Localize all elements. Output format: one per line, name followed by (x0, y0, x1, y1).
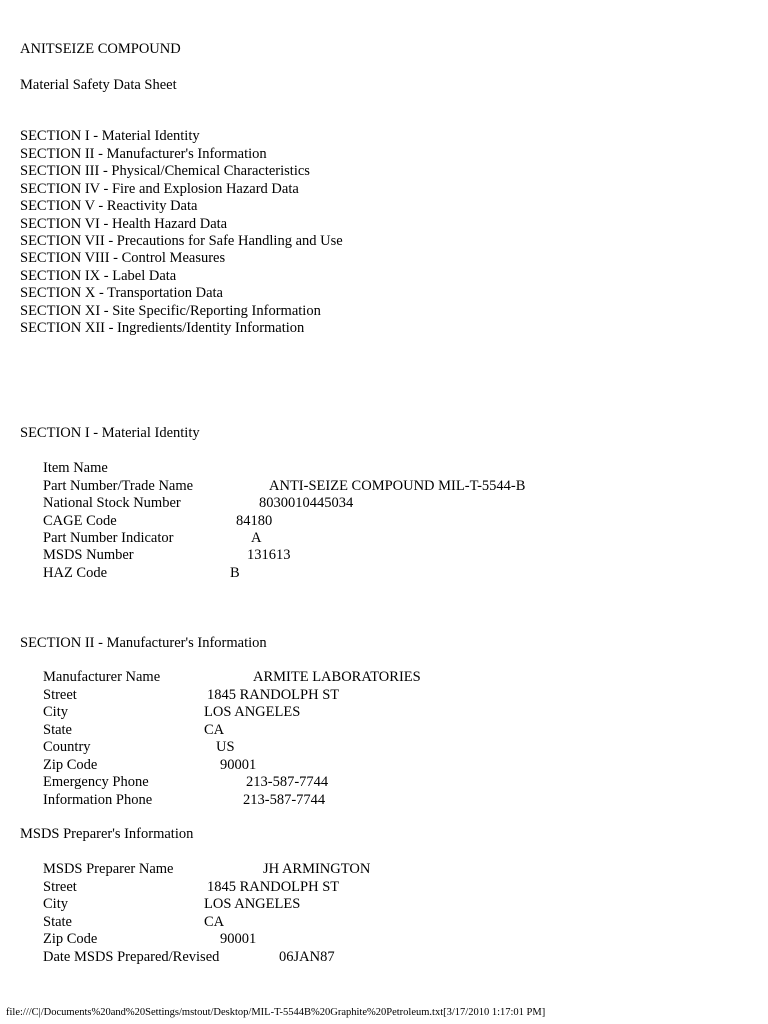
toc-item-section-2: SECTION II - Manufacturer's Information (20, 146, 267, 162)
field-value: ARMITE LABORATORIES (253, 669, 421, 685)
field-value: 1845 RANDOLPH ST (207, 879, 340, 895)
document-subtitle: Material Safety Data Sheet (20, 77, 177, 93)
toc-item-section-6: SECTION VI - Health Hazard Data (20, 216, 228, 232)
field-value: B (230, 565, 240, 581)
toc-item-section-11: SECTION XI - Site Specific/Reporting Information (20, 303, 321, 319)
print-footer-url: file:///C|/Documents%20and%20Settings/mstout/Desktop/MIL-T-5544B%20Graphite%20Petroleum.txt[3/17/2010 1:17:01 PM] (6, 1007, 546, 1018)
field-value: 213-587-7744 (243, 792, 326, 808)
toc-item-section-4: SECTION IV - Fire and Explosion Hazard Data (20, 181, 299, 197)
toc-item-section-12: SECTION XII - Ingredients/Identity Information (20, 320, 305, 336)
toc-item-section-3: SECTION III - Physical/Chemical Characteristics (20, 163, 310, 179)
field-label: State (43, 914, 72, 930)
field-label: Street (43, 687, 77, 703)
toc-item-section-1: SECTION I - Material Identity (20, 128, 200, 144)
field-value: 213-587-7744 (246, 774, 329, 790)
field-label: CAGE Code (43, 513, 117, 529)
field-label: Date MSDS Prepared/Revised (43, 949, 220, 965)
field-label: State (43, 722, 72, 738)
field-value: CA (204, 722, 225, 738)
field-value: JH ARMINGTON (263, 861, 371, 877)
field-value: A (251, 530, 262, 546)
field-value: 90001 (220, 757, 257, 773)
field-value: US (216, 739, 235, 755)
field-label: Street (43, 879, 77, 895)
toc-item-section-9: SECTION IX - Label Data (20, 268, 177, 284)
field-value: 84180 (236, 513, 273, 529)
field-label: National Stock Number (43, 495, 181, 511)
field-label: Country (43, 739, 91, 755)
field-value: ANTI-SEIZE COMPOUND MIL-T-5544-B (269, 478, 526, 494)
toc-item-section-5: SECTION V - Reactivity Data (20, 198, 198, 214)
field-label: HAZ Code (43, 565, 108, 581)
field-label: Zip Code (43, 931, 98, 947)
field-value: 1845 RANDOLPH ST (207, 687, 340, 703)
field-value: 131613 (247, 547, 291, 563)
field-label: Item Name (43, 460, 108, 476)
field-value: LOS ANGELES (204, 896, 301, 912)
field-label: Information Phone (43, 792, 153, 808)
field-label: Manufacturer Name (43, 669, 161, 685)
field-label: MSDS Number (43, 547, 134, 563)
toc-item-section-7: SECTION VII - Precautions for Safe Handling and Use (20, 233, 343, 249)
field-value: 06JAN87 (279, 949, 335, 965)
toc-item-section-8: SECTION VIII - Control Measures (20, 250, 226, 266)
field-label: Part Number/Trade Name (43, 478, 194, 494)
section-heading: SECTION II - Manufacturer's Information (20, 635, 267, 651)
toc-item-section-10: SECTION X - Transportation Data (20, 285, 223, 301)
field-value: 8030010445034 (259, 495, 354, 511)
field-label: City (43, 704, 68, 720)
field-label: City (43, 896, 68, 912)
field-label: Emergency Phone (43, 774, 149, 790)
section-heading: MSDS Preparer's Information (20, 826, 194, 842)
document-title: ANITSEIZE COMPOUND (20, 41, 181, 57)
field-label: MSDS Preparer Name (43, 861, 174, 877)
field-value: LOS ANGELES (204, 704, 301, 720)
field-label: Zip Code (43, 757, 98, 773)
field-value: 90001 (220, 931, 257, 947)
section-heading: SECTION I - Material Identity (20, 425, 200, 441)
field-value: CA (204, 914, 225, 930)
field-label: Part Number Indicator (43, 530, 174, 546)
